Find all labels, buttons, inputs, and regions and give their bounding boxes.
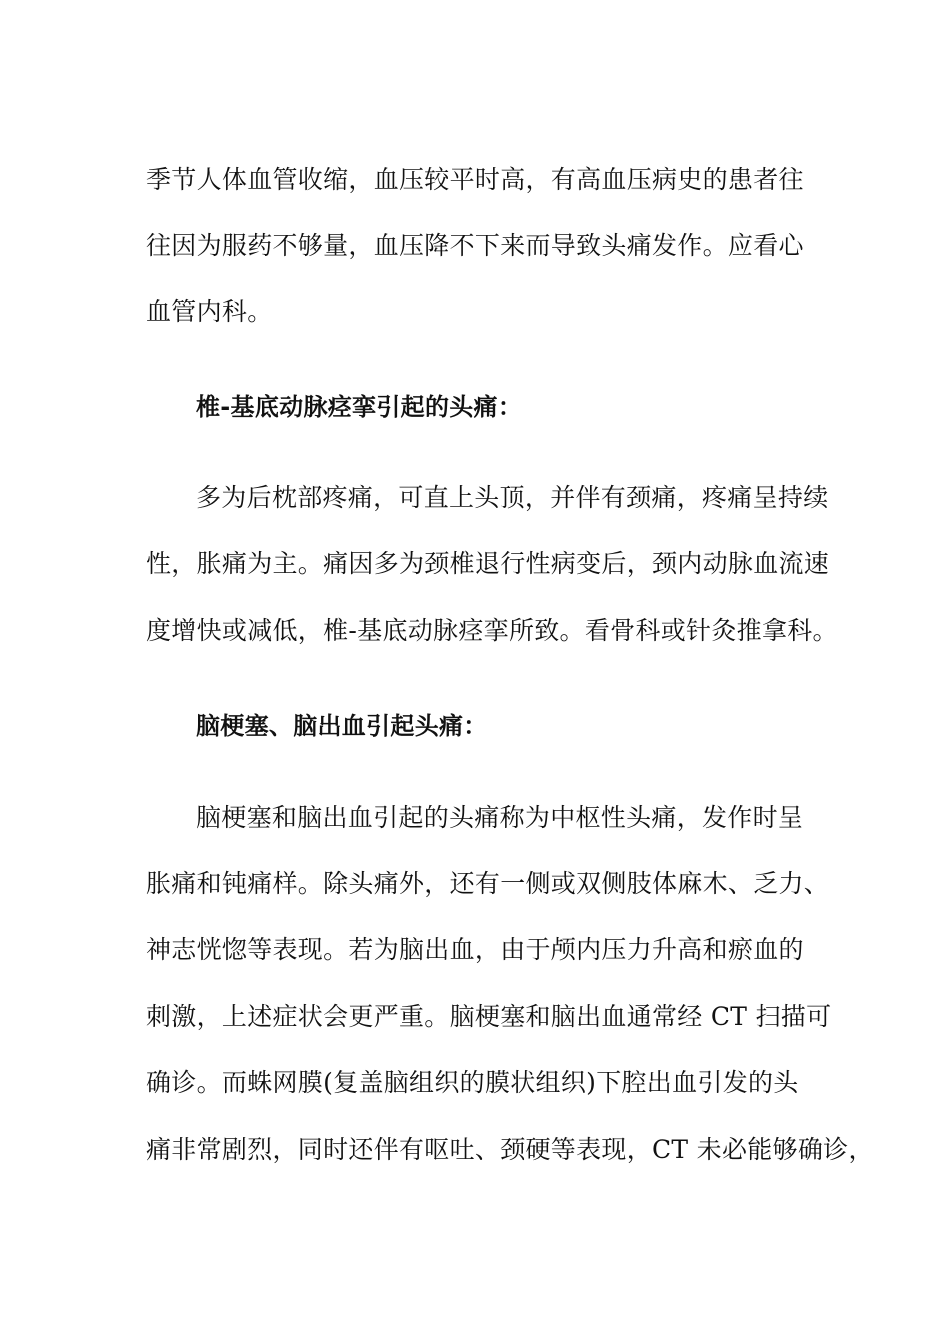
paragraph-line: 血管内科。 [146,297,273,326]
paragraph-line: 胀痛和钝痛样。除头痛外，还有一侧或双侧肢体麻木、乏力、 [146,869,830,898]
paragraph-line: 多为后枕部疼痛，可直上头顶，并伴有颈痛，疼痛呈持续 [196,483,829,512]
paragraph-line: 确诊。而蛛网膜(复盖脑组织的膜状组织)下腔出血引发的头 [146,1068,799,1097]
paragraph-line: 度增快或减低，椎-基底动脉痉挛所致。看骨科或针灸推拿科。 [146,616,838,645]
section-heading: 脑梗塞、脑出血引起头痛： [196,712,488,740]
paragraph-line: 脑梗塞和脑出血引起的头痛称为中枢性头痛，发作时呈 [196,803,804,832]
paragraph-line: 往因为服药不够量，血压降不下来而导致头痛发作。应看心 [146,231,804,260]
paragraph-line: 神志恍惚等表现。若为脑出血，由于颅内压力升高和瘀血的 [146,935,804,964]
paragraph-line: 性，胀痛为主。痛因多为颈椎退行性病变后，颈内动脉血流速 [146,549,830,578]
paragraph-line: 季节人体血管收缩，血压较平时高，有高血压病史的患者往 [146,165,804,194]
section-heading: 椎-基底动脉痉挛引起的头痛： [196,393,523,421]
paragraph-line: 痛非常剧烈，同时还伴有呕吐、颈硬等表现，CT 未必能够确诊， [146,1135,874,1164]
paragraph-line: 刺激，上述症状会更严重。脑梗塞和脑出血通常经 CT 扫描可 [146,1002,832,1031]
